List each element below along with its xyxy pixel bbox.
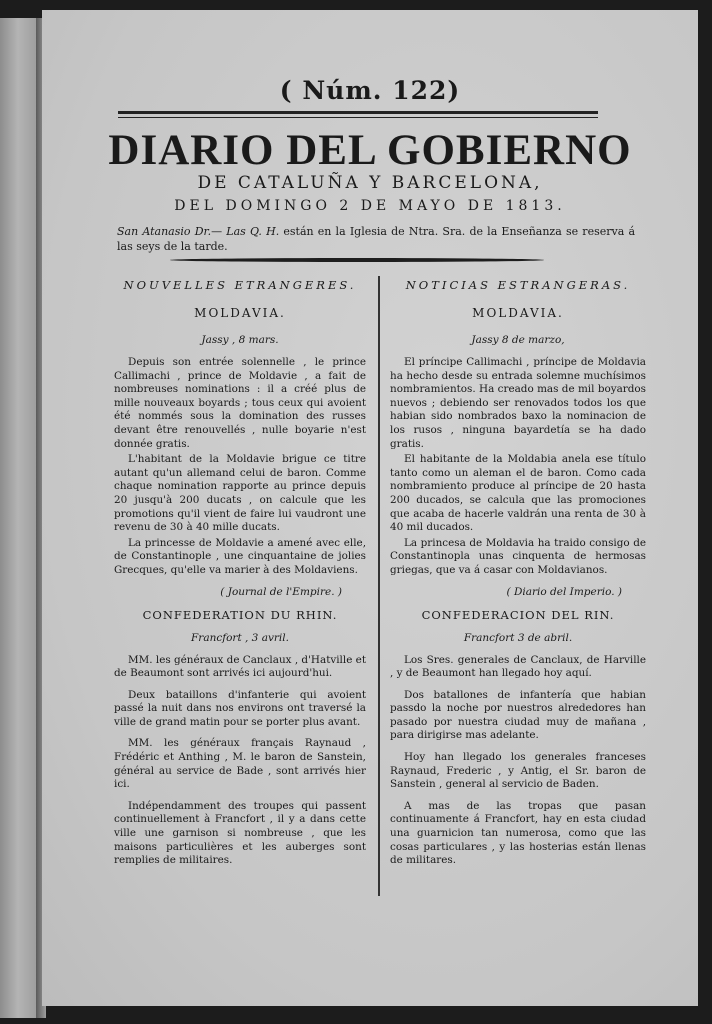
article-paragraph: MM. les généraux de Canclaux , d'Hatville et de Beaumont sont arrivés ici aujourd'hui. xyxy=(114,653,366,680)
article-paragraph: Los Sres. generales de Canclaux, de Harville , y de Beaumont han llegado hoy aquí. xyxy=(390,653,646,680)
article-paragraph: La princesse de Moldavie a amené avec elle, de Constantinople , une cinquantaine de jolies Grecques, qu'elle va marier à des Moldaviens. xyxy=(114,536,366,576)
dateline: Francfort , 3 avril. xyxy=(191,631,289,644)
dateline: Francfort 3 de abril. xyxy=(463,631,573,644)
notice-text: están en la Iglesia de Ntra. Sra. de la Enseñanza se reserva á las seys de la tarde. xyxy=(117,225,635,253)
article-paragraph: A mas de las tropas que pasan continuamente á Francfort, hay en esta ciudad una guarnicion tan numerosa, como que las cosas particulares , y las hosterias están llenas de militares. xyxy=(390,799,646,867)
article-paragraph: Hoy han llegado los generales franceses Raynaud, Frederic , y Antig, el Sr. baron de Sanstein , general al servicio de Baden. xyxy=(390,751,646,791)
section-title: NOTICIAS ESTRANGERAS. xyxy=(405,278,631,292)
section-title: CONFEDERATION DU RHIN. xyxy=(142,607,338,622)
spanish-column xyxy=(390,278,646,870)
article-paragraph: L'habitant de la Moldavie brigue ce titre autant qu'un allemand celui de baron. Comme chaque nomination rapporte au prince depuis 20 jusqu'à 200 ducats , on calcule que les promotions qu'il vient de faire lui vaudront une revenu de 30 à 40 mille ducats. xyxy=(114,453,366,534)
dateline: Jassy 8 de marzo, xyxy=(471,334,565,346)
section-divider xyxy=(170,258,544,262)
masthead-subtitle: DE CATALUÑA Y BARCELONA, xyxy=(197,173,543,193)
notice-saint: San Atanasio Dr. xyxy=(117,225,212,238)
header-rule xyxy=(118,111,598,118)
article-paragraph: Dos batallones de infantería que habian passdo la noche por nuestros alrededores han pasado por nuestra ciudad muy de mañana , para dirigirse mas adelante. xyxy=(390,688,646,742)
facing-page-edge xyxy=(0,18,40,1018)
notice-indulgence: Las Q. H. xyxy=(226,225,280,238)
source-citation: ( Journal de l'Empire. ) xyxy=(220,585,342,598)
newspaper-page xyxy=(42,10,698,1006)
source-citation: ( Diario del Imperio. ) xyxy=(506,585,622,598)
dateline: Jassy , 8 mars. xyxy=(201,334,279,346)
religious-notice: San Atanasio Dr.— Las Q. H. están en la Iglesia de Ntra. Sra. de la Enseñanza se reserva á las seys de la tarde. xyxy=(117,225,635,253)
country-heading: MOLDAVIA. xyxy=(472,306,564,320)
issue-date: DEL DOMINGO 2 DE MAYO DE 1813. xyxy=(174,198,566,214)
column-divider xyxy=(378,276,380,896)
country-heading: MOLDAVIA. xyxy=(194,306,286,320)
article-paragraph: Indépendamment des troupes qui passent continuellement à Francfort , il y a dans cette ville une garnison si nombreuse , que les maisons particulières et les auberges sont remplies de militaires. xyxy=(114,799,366,867)
article-paragraph: El príncipe Callimachi , príncipe de Moldavia ha hecho desde su entrada solemne muchísimos nombramientos. Ha creado mas de mil boyardos nuevos ; debiendo ser renovados todos los que habian sido nombrados baxo la nominacion de los rusos , ninguna bayardetía se ha dado gratis. xyxy=(390,356,646,450)
article-paragraph: La princesa de Moldavia ha traido consigo de Constantinopla unas cinquenta de hermosas griegas, que va á casar con Moldavianos. xyxy=(390,536,646,576)
section-title: NOUVELLES ETRANGERES. xyxy=(123,278,357,292)
article-paragraph: El habitante de la Moldabia anela ese título tanto como un aleman el de baron. Como cada nombramiento produce al príncipe de 20 hasta 200 ducados, se calcula que las promociones que acaba de hacerle valdrán una renta de 30 à 40 mil ducados. xyxy=(390,453,646,534)
article-paragraph: MM. les généraux français Raynaud , Frédéric et Anthing , M. le baron de Sanstein, général au service de Bade , sont arrivés hier ici. xyxy=(114,737,366,791)
section-title: CONFEDERACION DEL RIN. xyxy=(421,607,615,622)
issue-number: ( Núm. 122) xyxy=(279,76,461,105)
article-paragraph: Deux bataillons d'infanterie qui avoient passé la nuit dans nos environs ont traversé la ville de grand matin pour se porter plus avant. xyxy=(114,688,366,728)
masthead-title: DIARIO DEL GOBIERNO xyxy=(108,127,632,174)
article-paragraph: Depuis son entrée solennelle , le prince Callimachi , prince de Moldavie , a fait de nombreuses nominations : il a créé plus de mille nouveaux boyards ; tous ceux qui avoient été nommés sous la domination des russes devant être renouvellés , nulle boyarie n'est donnée gratis. xyxy=(114,356,366,450)
french-column xyxy=(114,278,366,870)
